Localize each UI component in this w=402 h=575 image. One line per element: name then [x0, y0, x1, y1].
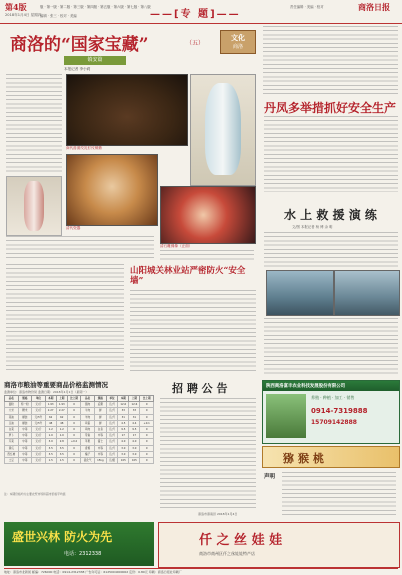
th: 本期: [118, 396, 129, 402]
table-cell: 面粉: [5, 402, 19, 408]
table-cell: 15kg: [94, 458, 106, 464]
table-cell: 富士: [94, 439, 106, 445]
th: 品名: [81, 396, 95, 402]
table-cell: 粳米: [18, 408, 32, 414]
table-cell: 中等: [18, 433, 32, 439]
table-cell: 元/斤: [106, 445, 117, 451]
table-cell: 1.5: [45, 458, 56, 464]
table-cell: 鲜: [94, 420, 106, 426]
table-cell: 元/斤: [106, 414, 117, 420]
recruit-footer: 商洛市商南县 2018年1月4日: [198, 512, 238, 516]
tall-vase-shape: [24, 181, 44, 231]
table-cell: 猪肉: [81, 402, 95, 408]
rescue-title: 水 上 救 援 演 练: [284, 208, 377, 222]
treasure-photo-tall: [6, 176, 62, 236]
table-cell: 1.93: [56, 402, 67, 408]
table-cell: 31: [129, 414, 140, 420]
ad-doll-brand: 仟 之 丝 娃 娃: [199, 533, 283, 548]
table-cell: 4.0: [129, 439, 140, 445]
table-cell: 元/斤: [106, 408, 117, 414]
table-cell: 0: [140, 458, 154, 464]
shanyang-body: [130, 290, 256, 372]
table-cell: 元/斤: [32, 427, 46, 433]
table-cell: 鸡肉: [81, 427, 95, 433]
treasure-photo-vessel: [66, 74, 188, 146]
table-row: [5, 458, 154, 464]
table-cell: 元/斤: [106, 451, 117, 457]
treasure-photo-statue: [160, 186, 256, 244]
table-cell: 中等: [94, 445, 106, 451]
recruit-section: [158, 380, 258, 520]
table-cell: 3.0: [45, 439, 56, 445]
table-cell: 羊肉: [81, 414, 95, 420]
table-cell: 豆油: [5, 420, 19, 426]
table-cell: 0: [140, 414, 154, 420]
table-cell: 菜油: [5, 414, 19, 420]
table-cell: 0: [67, 408, 81, 414]
table-cell: 元/斤: [32, 458, 46, 464]
treasure-subtitle-bar: [64, 56, 126, 65]
notice: [262, 470, 398, 518]
table-cell: 48: [45, 420, 56, 426]
table-cell: 元/斤: [32, 402, 46, 408]
table-cell: 0: [67, 414, 81, 420]
table-cell: 3.5: [45, 451, 56, 457]
treasure-photo-bowl: [66, 154, 158, 226]
section-label-text: 专 题: [180, 9, 211, 20]
th: 本期: [45, 396, 56, 402]
table-cell: 元/斤: [32, 439, 46, 445]
table-cell: 33: [118, 408, 129, 414]
top-links[interactable]: 版 · 第一版 · 第二版 · 第三版 · 第四版 · 第五版 · 第六版 · 第七版 · 第八版: [40, 5, 151, 9]
table-cell: 中等: [18, 458, 32, 464]
treasure-body-col1: [6, 74, 62, 174]
danfeng-title: 丹凤多举措抓好安全生产: [264, 101, 397, 115]
issue-date: 2018年1月4日 星期四: [5, 13, 42, 17]
table-cell: 元/斤: [106, 433, 117, 439]
treasure-caption-2: 清代瓷器: [66, 226, 81, 230]
notice-body: [282, 472, 396, 516]
table-cell: 0: [140, 433, 154, 439]
paper-meta: 责任编辑 · 美编 · 校对: [290, 5, 324, 9]
table-cell: 元/斤: [106, 420, 117, 426]
treasure-byline: 本报记者 李小莉: [64, 67, 91, 71]
culture-tag-text2: 商洛: [232, 44, 243, 50]
th: 规格: [94, 396, 106, 402]
recruit-title: 招 聘 公 告: [172, 382, 228, 395]
table-cell: 105: [118, 458, 129, 464]
treasure-caption-1: 商代兽面纹乳钉纹铜鼎: [66, 146, 102, 150]
treasure-body-col2: [6, 236, 154, 258]
table-cell: 62: [45, 414, 56, 420]
ad-fufeng-photo: [266, 394, 306, 438]
price-table-body: [5, 402, 154, 464]
ad-fufeng-phone: 0914-7319888: [311, 407, 368, 415]
ad-fire-phone: 电话：2312338: [64, 551, 102, 557]
rescue-body: [264, 232, 398, 268]
table-cell: 萝卜: [5, 433, 19, 439]
paper-name: 商洛日报: [358, 2, 390, 12]
table-cell: 中等: [18, 427, 32, 433]
table-cell: 0: [140, 402, 154, 408]
ad-fufeng-title: 陕西商洛富丰农业科技发展股份有限公司: [266, 384, 346, 389]
table-cell: 1.93: [45, 402, 56, 408]
editor-line: 编辑 · 张三 · 校对 · 美编: [40, 14, 77, 18]
table-cell: 苹果: [81, 439, 95, 445]
ad-fire-brand: 盛世兴林 防火为先: [12, 530, 113, 544]
treasure-subtitle: 镇安篇: [87, 57, 103, 63]
table-cell: 3.0: [129, 451, 140, 457]
table-cell: +0.2: [67, 439, 81, 445]
footer: 地址：商洛市北新街 邮编：726000 电话：0914-2312338 广告许可证：6125004000002 定价：0.80元 印刷：商洛日报社印刷厂: [4, 568, 398, 574]
table-cell: 3.5: [56, 445, 67, 451]
table-cell: 元/斤: [32, 445, 46, 451]
ad-doll-sub: 商洛市商州区仟之丝娃娃特产店: [199, 551, 255, 556]
table-cell: 白条: [94, 427, 106, 433]
table-cell: 62: [56, 414, 67, 420]
table-cell: 元/5升: [32, 420, 46, 426]
table-cell: 2.8: [56, 439, 67, 445]
ad-kiwi-text: 猕猴桃: [283, 452, 328, 465]
table-cell: 12.6: [129, 402, 140, 408]
price-section: [4, 380, 154, 500]
article-danfeng: [262, 98, 400, 194]
article-shanyang: [128, 264, 258, 374]
table-cell: 元/斤: [106, 402, 117, 408]
table-cell: 2.27: [56, 408, 67, 414]
table-cell: 中等: [94, 433, 106, 439]
culture-tag-text: 文化: [231, 34, 245, 42]
th: 上期: [129, 396, 140, 402]
treasure-continued: [6, 264, 124, 372]
table-cell: 中等: [18, 451, 32, 457]
table-cell: 鲜: [94, 414, 106, 420]
ad-doll[interactable]: [158, 522, 400, 568]
price-title: 商洛市粮油等重要商品价格监测情况: [4, 381, 108, 389]
ad-fufeng[interactable]: [262, 380, 400, 444]
table-cell: 0: [67, 420, 81, 426]
treasure-caption-3: 清石雕佛像（正面）: [160, 244, 193, 248]
th: 单位: [32, 396, 46, 402]
treasure-body-right: [263, 26, 398, 96]
table-cell: 0: [67, 445, 81, 451]
table-cell: 大米: [5, 408, 19, 414]
table-cell: 元/斤: [32, 408, 46, 414]
table-cell: 中等: [18, 445, 32, 451]
table-cell: 1.5: [56, 458, 67, 464]
table-cell: 鸡蛋: [81, 420, 95, 426]
th: 上期: [56, 396, 67, 402]
table-cell: 0: [140, 451, 154, 457]
shanyang-title: 山阳城关林业站严密防火“安全墙”: [130, 266, 246, 286]
rescue-byline: 文/图 本报记者 杨 博 余 明: [292, 225, 333, 229]
table-cell: 中等: [18, 439, 32, 445]
table-cell: 33: [129, 408, 140, 414]
table-cell: 31: [118, 414, 129, 420]
ad-fufeng-phone2: 15709142888: [311, 419, 357, 426]
table-cell: 后腿: [94, 402, 106, 408]
table-cell: 105: [129, 458, 140, 464]
table-cell: 0: [67, 458, 81, 464]
price-table: [4, 395, 154, 464]
danfeng-body: [264, 116, 398, 192]
treasure-title: 商洛的“国家宝藏”: [10, 35, 149, 55]
rescue-photo-1: [266, 270, 334, 316]
table-cell: +0.1: [140, 420, 154, 426]
table-cell: 黄瓜: [5, 445, 19, 451]
table-cell: 元/斤: [32, 451, 46, 457]
table-cell: 元/5升: [32, 414, 46, 420]
table-cell: 特一粉: [18, 402, 32, 408]
table-cell: 17: [129, 433, 140, 439]
masthead: [0, 0, 402, 24]
table-cell: 元/斤: [32, 433, 46, 439]
recruit-body: [160, 398, 256, 510]
price-note: 注：本期价格均为主要农贸市场和超市价格平均值: [4, 492, 66, 496]
table-cell: 3.0: [118, 445, 129, 451]
ad-fire[interactable]: [4, 522, 154, 566]
table-cell: 元/瓶: [106, 458, 117, 464]
treasure-photo-vase: [190, 74, 256, 186]
table-cell: 液化气: [81, 458, 95, 464]
table-cell: 4.5: [118, 420, 129, 426]
table-cell: 鲜: [94, 408, 106, 414]
ad-fufeng-header: [263, 381, 399, 391]
table-cell: 0: [67, 451, 81, 457]
table-cell: 3.0: [118, 451, 129, 457]
table-cell: 0: [140, 408, 154, 414]
table-cell: 1.2: [45, 427, 56, 433]
page-number: 第4版: [5, 2, 27, 12]
ad-fufeng-sub: 养殖 · 种植 · 加工 · 销售: [311, 395, 355, 400]
table-cell: 白菜: [5, 427, 19, 433]
table-cell: 元/斤: [106, 427, 117, 433]
table-cell: 橘子: [81, 451, 95, 457]
table-cell: 3.5: [56, 451, 67, 457]
th: 比上期: [67, 396, 81, 402]
th: 单位: [106, 396, 117, 402]
table-cell: 1.0: [45, 433, 56, 439]
th: 比上期: [140, 396, 154, 402]
table-cell: 芹菜: [5, 439, 19, 445]
table-cell: 土豆: [5, 458, 19, 464]
rescue-body-2: [264, 318, 398, 374]
table-cell: 0: [140, 427, 154, 433]
treasure-title-suffix: （五）: [186, 40, 205, 47]
table-cell: 9.5: [129, 427, 140, 433]
table-cell: 12.6: [118, 402, 129, 408]
article-treasure: [4, 26, 258, 261]
table-cell: 中等: [94, 451, 106, 457]
table-cell: 1.2: [56, 427, 67, 433]
notice-title: 声明: [264, 474, 276, 480]
table-cell: 4.0: [118, 439, 129, 445]
table-cell: 香蕉: [81, 445, 95, 451]
table-cell: 3.5: [45, 445, 56, 451]
table-cell: 2.27: [45, 408, 56, 414]
table-cell: 0: [67, 433, 81, 439]
th: 规格: [18, 396, 32, 402]
section-label: ——[专 题]——: [150, 9, 241, 20]
table-cell: 0: [67, 427, 81, 433]
article-rescue: [262, 198, 400, 376]
th: 品名: [5, 396, 19, 402]
table-cell: 48: [56, 420, 67, 426]
table-cell: 1.0: [56, 433, 67, 439]
table-cell: 西红柿: [5, 451, 19, 457]
table-cell: 元/斤: [106, 439, 117, 445]
table-cell: 0: [140, 445, 154, 451]
culture-tag: [220, 30, 256, 54]
vase-shape: [205, 83, 241, 175]
ad-kiwi[interactable]: [262, 446, 400, 468]
table-cell: 3.0: [129, 445, 140, 451]
table-cell: 17: [118, 433, 129, 439]
rescue-photo-2: [334, 270, 400, 316]
treasure-body-col3: [160, 250, 254, 260]
table-cell: 4.4: [129, 420, 140, 426]
price-subtitle: 监测单位：商洛市物价局 监测日期：2018年1月1日（星期一）: [4, 390, 89, 394]
table-cell: 桶装: [18, 414, 32, 420]
table-cell: 牛肉: [81, 408, 95, 414]
table-cell: 带鱼: [81, 433, 95, 439]
table-cell: 9.5: [118, 427, 129, 433]
table-cell: 0: [67, 402, 81, 408]
table-cell: 0: [140, 439, 154, 445]
table-cell: 桶装: [18, 420, 32, 426]
